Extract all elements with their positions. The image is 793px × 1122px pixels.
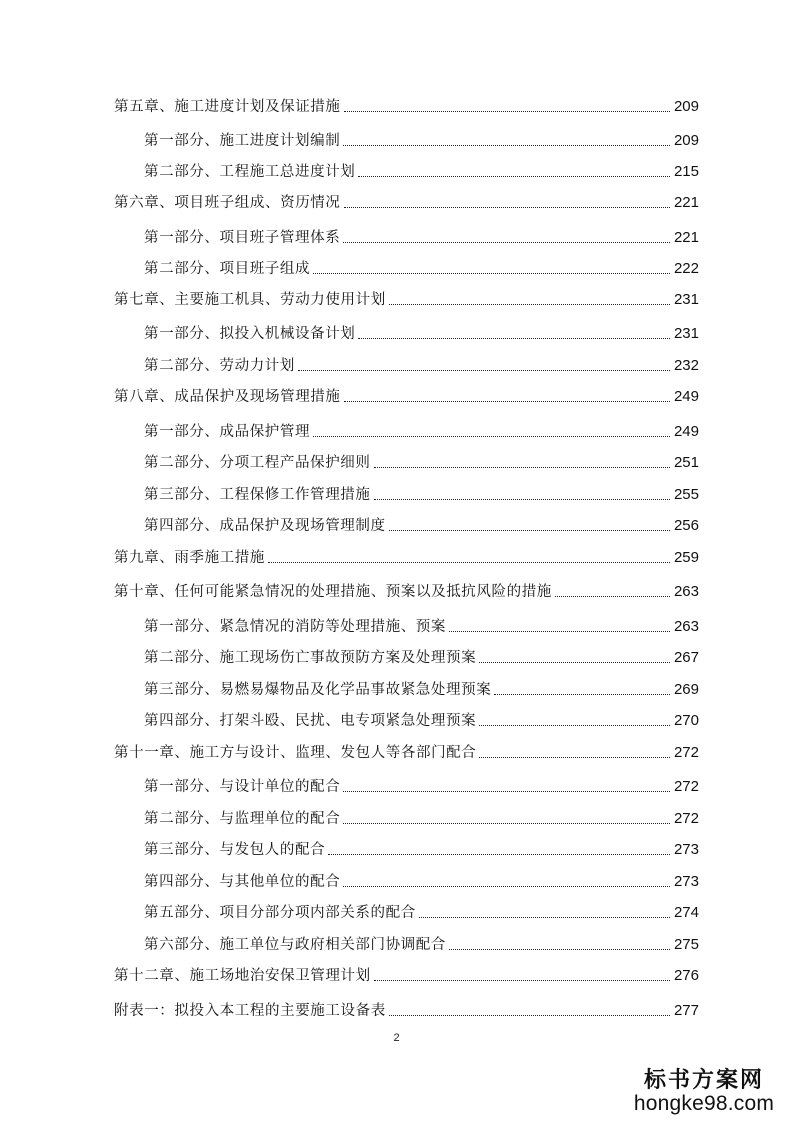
dot-leader [343, 886, 670, 887]
toc-page-number: 256 [673, 517, 699, 534]
site-watermark [629, 1068, 779, 1116]
dot-leader [358, 338, 670, 339]
dot-leader [298, 370, 670, 371]
dot-leader [313, 436, 670, 437]
toc-page-number: 231 [673, 291, 699, 308]
dot-leader [328, 854, 670, 855]
toc-title: 第六部分、施工单位与政府相关部门协调配合 [144, 937, 446, 953]
toc-section[interactable] [144, 352, 699, 376]
toc-page-number: 259 [673, 549, 699, 566]
toc-chapter-7[interactable] [114, 286, 699, 310]
toc-page-number: 272 [673, 778, 699, 795]
toc-title: 第五章、施工进度计划及保证措施 [114, 99, 341, 115]
toc-page-number: 251 [673, 454, 699, 471]
toc-title: 第一部分、拟投入机械设备计划 [144, 326, 356, 342]
dot-leader [313, 273, 670, 274]
toc-title: 第一部分、项目班子管理体系 [144, 230, 341, 246]
toc-page-number: 231 [673, 325, 699, 342]
toc-title: 第一部分、与设计单位的配合 [144, 779, 341, 795]
dot-leader [479, 757, 670, 758]
toc-section[interactable] [144, 158, 699, 182]
toc-page-number: 274 [673, 904, 699, 921]
dot-leader [374, 499, 670, 500]
toc-title: 第六章、项目班子组成、资历情况 [114, 195, 341, 211]
dot-leader [494, 694, 670, 695]
toc-title: 第四部分、与其他单位的配合 [144, 874, 341, 890]
toc-page-number: 276 [673, 967, 699, 984]
toc-page-number: 222 [673, 260, 699, 277]
toc-page-number: 209 [673, 132, 699, 149]
dot-leader [374, 980, 670, 981]
toc-section[interactable] [144, 707, 699, 731]
dot-leader [268, 562, 670, 563]
toc-title: 第二部分、分项工程产品保护细则 [144, 455, 371, 471]
toc-section[interactable] [144, 127, 699, 151]
toc-page-number: 267 [673, 649, 699, 666]
dot-leader [389, 1015, 670, 1016]
dot-leader [389, 304, 670, 305]
toc-section[interactable] [144, 899, 699, 923]
toc-title: 第二部分、项目班子组成 [144, 261, 311, 277]
toc-section[interactable] [144, 320, 699, 344]
toc-title: 第四部分、打架斗殴、民扰、电专项紧急处理预案 [144, 713, 477, 729]
toc-title: 第三部分、易燃易爆物品及化学品事故紧急处理预案 [144, 682, 492, 698]
toc-title: 第一部分、紧急情况的消防等处理措施、预案 [144, 619, 446, 635]
watermark-url: hongke98.com [633, 1092, 775, 1115]
toc-chapter-12[interactable] [114, 962, 699, 986]
toc-page-number: 277 [673, 1002, 699, 1019]
toc-section[interactable] [144, 644, 699, 668]
toc-section[interactable] [144, 931, 699, 955]
toc-page-number: 215 [673, 163, 699, 180]
toc-chapter-9[interactable] [114, 544, 699, 568]
toc-section[interactable] [144, 449, 699, 473]
toc-page-number: 249 [673, 388, 699, 405]
toc-page-number: 272 [673, 810, 699, 827]
toc-title: 第十一章、施工方与设计、监理、发包人等各部门配合 [114, 745, 477, 761]
toc-page-number: 270 [673, 712, 699, 729]
dot-leader [449, 631, 670, 632]
dot-leader [344, 111, 670, 112]
toc-title: 第五部分、项目分部分项内部关系的配合 [144, 905, 416, 921]
toc-page-number: 275 [673, 936, 699, 953]
toc-chapter-6[interactable] [114, 189, 699, 213]
page-number: 2 [393, 1032, 400, 1044]
toc-title: 第十二章、施工场地治安保卫管理计划 [114, 968, 371, 984]
dot-leader [374, 467, 670, 468]
dot-leader [344, 207, 670, 208]
toc-title: 第二部分、劳动力计划 [144, 358, 295, 374]
dot-leader [479, 662, 670, 663]
toc-title: 第二部分、施工现场伤亡事故预防方案及处理预案 [144, 650, 477, 666]
dot-leader [419, 917, 670, 918]
toc-page-number: 255 [673, 486, 699, 503]
toc-title: 第二部分、与监理单位的配合 [144, 811, 341, 827]
toc-title: 第一部分、成品保护管理 [144, 424, 311, 440]
toc-title: 附表一：拟投入本工程的主要施工设备表 [114, 1003, 386, 1019]
toc-section[interactable] [144, 773, 699, 797]
toc-section[interactable] [144, 613, 699, 637]
watermark-name: 标书方案网 [643, 1067, 764, 1093]
dot-leader [449, 949, 670, 950]
toc-chapter-8[interactable] [114, 383, 699, 407]
toc-section[interactable] [144, 418, 699, 442]
toc-page-number: 232 [673, 357, 699, 374]
dot-leader [358, 176, 670, 177]
toc-page-number: 221 [673, 194, 699, 211]
toc-section[interactable] [144, 836, 699, 860]
toc-page-number: 263 [673, 618, 699, 635]
toc-title: 第二部分、工程施工总进度计划 [144, 164, 356, 180]
toc-title: 第一部分、施工进度计划编制 [144, 133, 341, 149]
toc-page-number: 273 [673, 873, 699, 890]
dot-leader [343, 823, 670, 824]
toc-page-number: 249 [673, 423, 699, 440]
dot-leader [344, 401, 670, 402]
toc-section[interactable] [144, 868, 699, 892]
toc-page-number: 273 [673, 841, 699, 858]
toc-title: 第十章、任何可能紧急情况的处理措施、预案以及抵抗风险的措施 [114, 584, 552, 600]
toc-page-number: 209 [673, 98, 699, 115]
toc-page-number: 263 [673, 583, 699, 600]
toc-section[interactable] [144, 224, 699, 248]
toc-page-number: 269 [673, 681, 699, 698]
dot-leader [479, 725, 670, 726]
dot-leader [555, 596, 670, 597]
toc-chapter-10[interactable] [114, 578, 699, 602]
dot-leader [343, 242, 670, 243]
toc-section[interactable] [144, 481, 699, 505]
dot-leader [343, 145, 670, 146]
toc-section[interactable] [144, 512, 699, 536]
toc-appendix[interactable] [114, 997, 699, 1021]
toc-page-number: 272 [673, 744, 699, 761]
toc-section[interactable] [144, 805, 699, 829]
toc-section[interactable] [144, 676, 699, 700]
dot-leader [389, 530, 670, 531]
toc-chapter-11[interactable] [114, 739, 699, 763]
toc-title: 第七章、主要施工机具、劳动力使用计划 [114, 292, 386, 308]
toc-title: 第四部分、成品保护及现场管理制度 [144, 518, 386, 534]
toc-title: 第九章、雨季施工措施 [114, 550, 265, 566]
toc-chapter-5[interactable] [114, 93, 699, 117]
toc-title: 第三部分、与发包人的配合 [144, 842, 326, 858]
toc-section[interactable] [144, 255, 699, 279]
toc-page-number: 221 [673, 229, 699, 246]
dot-leader [343, 791, 670, 792]
toc-title: 第三部分、工程保修工作管理措施 [144, 487, 371, 503]
toc-title: 第八章、成品保护及现场管理措施 [114, 389, 341, 405]
